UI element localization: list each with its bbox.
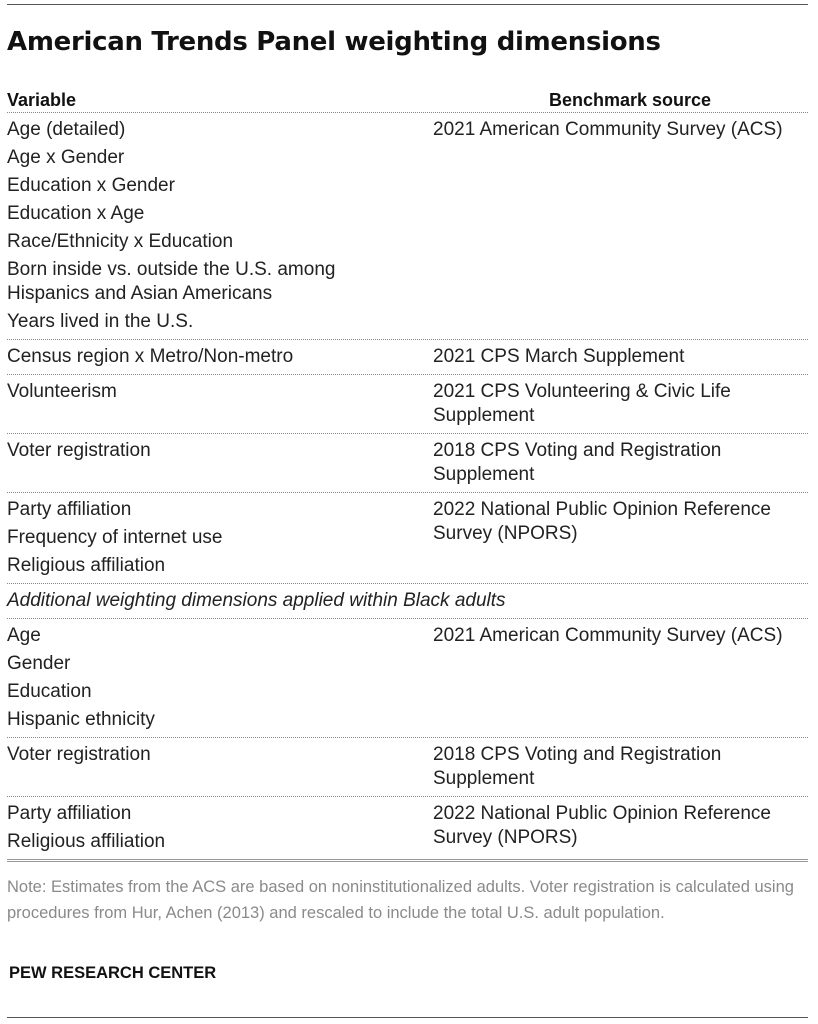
variable-cell xyxy=(7,113,433,339)
benchmark-source-cell: 2021 CPS March Supplement xyxy=(433,346,685,367)
table-row xyxy=(7,493,808,584)
table-header xyxy=(7,88,808,113)
benchmark-source-cell: 2018 CPS Voting and Registration Supplement xyxy=(433,440,722,485)
header-variable: Variable xyxy=(7,90,77,110)
table-row xyxy=(7,113,808,340)
subheading: Additional weighting dimensions applied within Black adults xyxy=(7,584,808,619)
benchmark-source-cell: 2021 American Community Survey (ACS) xyxy=(433,625,783,646)
variable-item: Frequency of internet use xyxy=(7,527,223,548)
variable-cell xyxy=(7,738,433,796)
variable-item: Age x Gender xyxy=(7,147,125,168)
benchmark-source-cell: 2018 CPS Voting and Registration Supplement xyxy=(433,744,722,789)
variable-item: Race/Ethnicity x Education xyxy=(7,231,234,252)
variable-item: Age (detailed) xyxy=(7,119,126,140)
top-rule xyxy=(7,4,808,5)
weighting-table xyxy=(7,88,808,862)
table-row xyxy=(7,738,808,797)
variable-cell xyxy=(7,493,433,583)
variable-item: Party affiliation xyxy=(7,803,132,824)
benchmark-source-cell: 2022 National Public Opinion Reference Survey (NPORS) xyxy=(433,499,771,544)
table-row xyxy=(7,434,808,493)
variable-item: Years lived in the U.S. xyxy=(7,311,194,332)
table-row xyxy=(7,375,808,434)
variable-item: Education x Gender xyxy=(7,175,175,196)
variable-cell xyxy=(7,619,433,737)
variable-item: Religious affiliation xyxy=(7,555,166,576)
variable-item: Party affiliation xyxy=(7,499,132,520)
variable-cell xyxy=(7,797,433,859)
note: Note: Estimates from the ACS are based on noninstitutionalized adults. Voter registration is calculated using procedures from Hur, Achen (2013) and rescaled to include the total U.S. adult population. xyxy=(7,878,794,922)
table-row xyxy=(7,340,808,375)
variable-item: Gender xyxy=(7,653,71,674)
variable-item: Hispanic ethnicity xyxy=(7,709,155,730)
header-benchmark: Benchmark source xyxy=(548,90,712,110)
benchmark-source-cell: 2021 CPS Volunteering & Civic Life Supplement xyxy=(433,381,731,426)
black-adult-groups xyxy=(7,619,808,862)
table-row xyxy=(7,797,808,859)
page-title: American Trends Panel weighting dimensions xyxy=(7,27,661,57)
variable-item: Age xyxy=(7,625,41,646)
benchmark-source-cell: 2021 American Community Survey (ACS) xyxy=(433,119,783,140)
brand-name: PEW RESEARCH CENTER xyxy=(9,964,217,982)
variable-cell xyxy=(7,375,433,433)
table-row xyxy=(7,619,808,738)
main-groups xyxy=(7,113,808,584)
variable-item: Voter registration xyxy=(7,440,151,461)
variable-cell xyxy=(7,340,433,374)
variable-item: Census region x Metro/Non-metro xyxy=(7,346,294,367)
variable-item: Education xyxy=(7,681,92,702)
variable-item: Religious affiliation xyxy=(7,831,166,852)
bottom-rule xyxy=(7,1017,808,1018)
benchmark-source-cell: 2022 National Public Opinion Reference Survey (NPORS) xyxy=(433,803,771,848)
variable-item: Education x Age xyxy=(7,203,145,224)
variable-cell xyxy=(7,434,433,492)
variable-item: Volunteerism xyxy=(7,381,117,402)
variable-item: Born inside vs. outside the U.S. among Hispanics and Asian Americans xyxy=(7,259,336,304)
variable-item: Voter registration xyxy=(7,744,151,765)
